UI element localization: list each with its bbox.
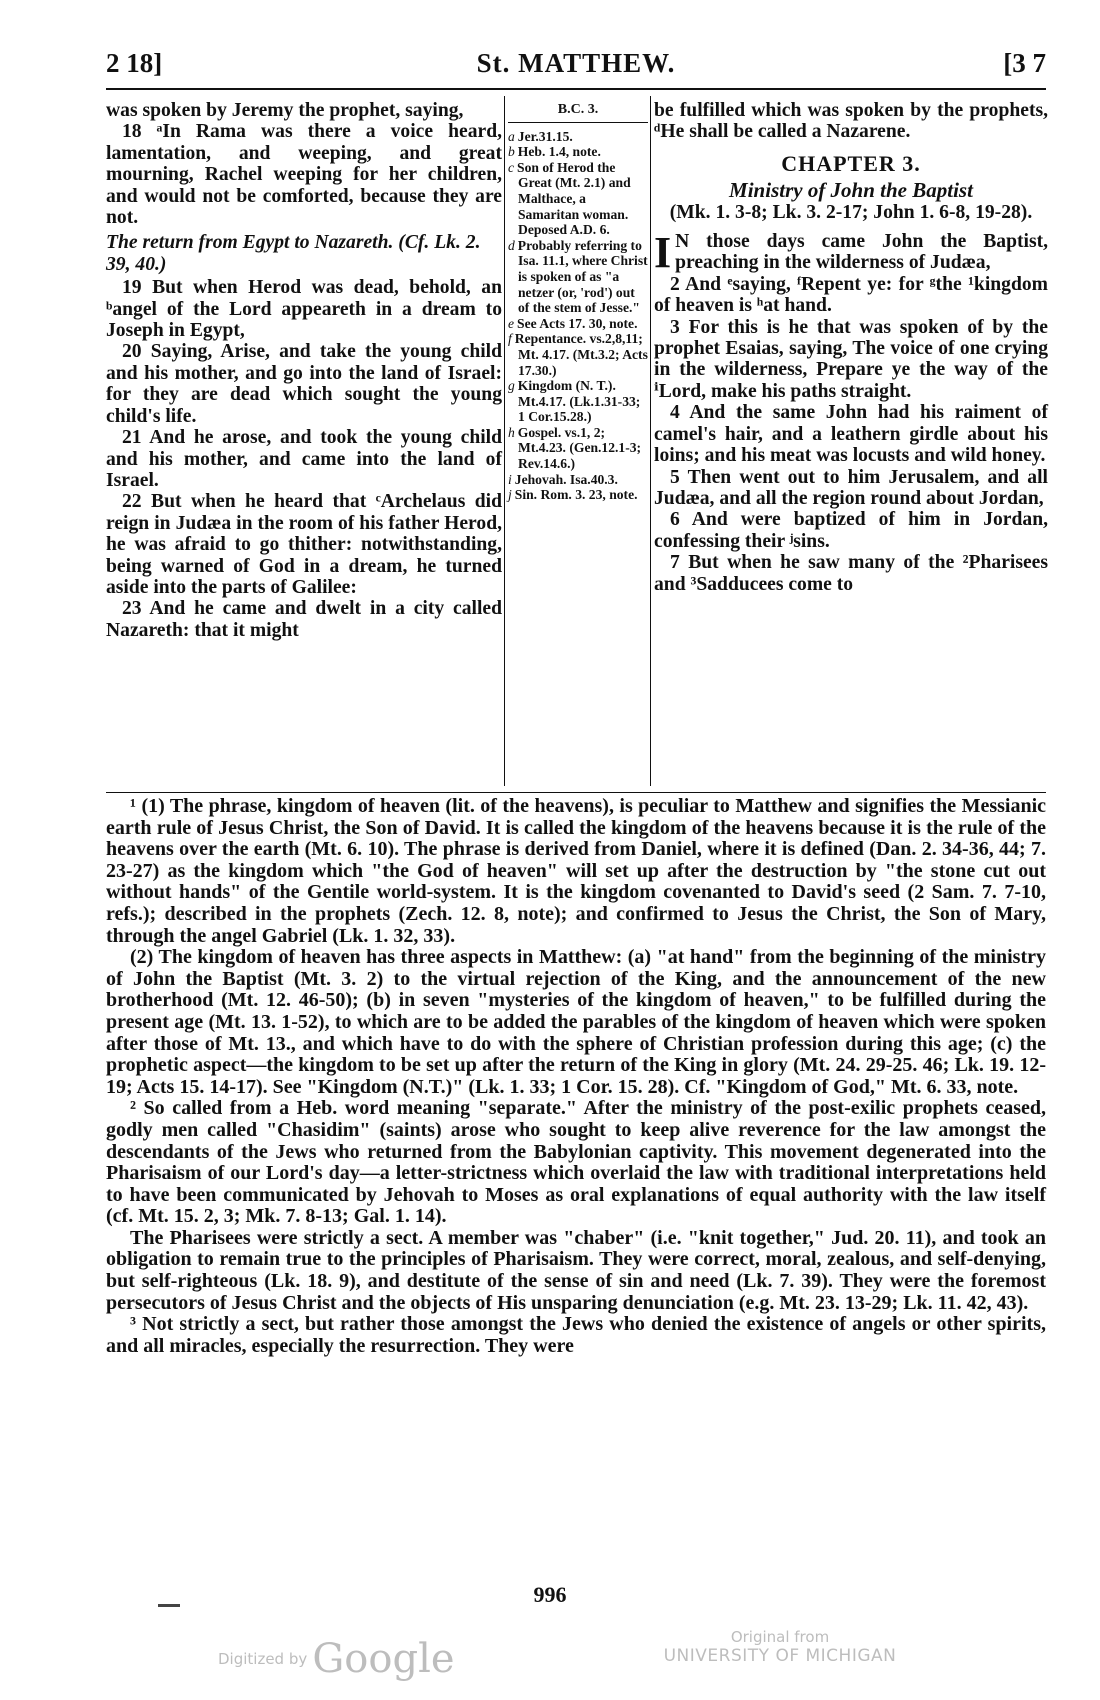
verse-6: 6 And were baptized of him in Jordan, confessing their ʲsins. [654, 509, 1048, 552]
chapter-title: CHAPTER 3. [781, 150, 921, 176]
reference-item: e See Acts 17. 30, note. [508, 315, 638, 331]
verse-20: 20 Saying, Arise, and take the young child and his mother, and go into the land of Israel: for they are dead which sought the young child's life. [106, 341, 502, 427]
footnote-2: ² So called from a Heb. word meaning "separate." After the ministry of the post-exilic prophets ceased, godly men called "Chasidim" (saints) arose who sought to keep alive reverence for the law amongst the descendants of the Jews who returned from the Babylonian captivity. This movement degenerated into the Pharisaism of our Lord's day—a letter-strictness which overlaid the law with traditional interpretations held to have been communicated by Jehovah to Moses as oral explanations of equal authority with the law itself (cf. Mt. 15. 2, 3; Mk. 7. 8-13; Gal. 1. 14). [106, 1097, 1046, 1228]
reference-item: d Probably referring to Isa. 11.1, where Christ is spoken of as "a netzer (or, 'rod') out of the stem of Jesse." [508, 237, 648, 316]
reference-item: j Sin. Rom. 3. 23, note. [508, 487, 638, 503]
print-mark [158, 1604, 180, 1607]
verse-text: was spoken by Jeremy the prophet, saying, [106, 100, 464, 121]
reference-item: i Jehovah. Isa.40.3. [508, 471, 618, 487]
verse-18: 18 ᵃIn Rama was there a voice heard, lamentation, and weeping, and great mourning, Rachel weeping for her children, and would not be comforted, because they are not. [106, 121, 502, 229]
digitized-by-label: Digitized by [218, 1650, 308, 1668]
column-divider [650, 96, 651, 786]
era-label: B.C. 3. [508, 102, 648, 123]
reference-item: b Heb. 1.4, note. [508, 144, 601, 160]
chapter-parallels: (Mk. 1. 3-8; Lk. 3. 2-17; John 1. 6-8, 19-28). [669, 201, 1033, 223]
reference-item: a Jer.31.15. [508, 128, 573, 144]
original-from-label: Original from [730, 1628, 830, 1646]
reference-item: g Kingdom (N. T.). Mt.4.17. (Lk.1.31-33; 1 Cor.15.28.) [508, 378, 641, 425]
drop-cap: I [654, 228, 672, 278]
verse-text: be fulfilled which was spoken by the prophets, ᵈHe shall be called a Nazarene. [654, 100, 1048, 143]
verse-22: 22 But when he heard that ᶜArchelaus did reign in Judæa in the room of his father Herod, he was afraid to go thither: notwithstanding, being warned of God in a dream, he turned aside into the parts of Galilee: [106, 491, 502, 598]
header-rule [106, 88, 1046, 90]
left-column [106, 100, 502, 641]
verse-2: 2 And ᵉsaying, ᶠRepent ye: for ᵍthe ¹kingdom of heaven is ʰat hand. [654, 273, 1048, 317]
institution-label: UNIVERSITY OF MICHIGAN [663, 1646, 897, 1666]
page-number: 996 [533, 1582, 567, 1607]
running-header [106, 48, 1046, 88]
footnote-1-part-2: (2) The kingdom of heaven has three aspects in Matthew: (a) "at hand" from the beginning of the ministry of John the Baptist (Mt. 3. 2) to the virtual rejection of the King, and the announcement of the new brotherhood (Mt. 12. 46-50); (b) in seven "mysteries of the kingdom of heaven," to be fulfilled during the present age (Mt. 13. 1-52), to which are to be added the parables of the kingdom of heaven which were spoken after those of Mt. 13., and which have to do with the sphere of Christian profession during this age; (c) the prophetic aspect—the kingdom to be set up after the return of the King in glory (Mt. 24. 29-25. 46; Lk. 19. 12-19; Acts 15. 14-17). See "Kingdom (N.T.)" (Lk. 1. 33; 1 Cor. 15. 28). Cf. "Kingdom of God," Mt. 6. 33, note. [106, 946, 1046, 1098]
footnote-1: ¹ (1) The phrase, kingdom of heaven (lit. of the heavens), is peculiar to Matthew and signifies the Messianic earth rule of Jesus Christ, the Son of David. It is called the kingdom of the heavens because it is the rule of the heavens over the earth (Mt. 6. 10). The phrase is derived from Daniel, where it is defined (Dan. 2. 34-36, 44; 7. 23-27) as the kingdom which "the God of heaven" will set up after the destruction by "the stone cut out without hands" of the Gentile world-system. It is the kingdom covenanted to David's seed (2 Sam. 7. 7-10, refs.); described in the prophets (Zech. 12. 8, note); and confirmed to Jesus the Christ, the Son of Mary, through the angel Gabriel (Lk. 1. 32, 33). [106, 795, 1046, 947]
reference-column [508, 100, 648, 503]
verse-7: 7 But when he saw many of the ²Pharisees and ³Sadducees come to [654, 552, 1048, 595]
right-column [654, 100, 1048, 595]
header-left-ref: 2 18] [106, 48, 163, 78]
column-divider [504, 96, 505, 786]
verse-19: 19 But when Herod was dead, behold, an ᵇangel of the Lord appeareth in a dream to Joseph in Egypt, [106, 277, 502, 342]
footnote-rule [106, 792, 1046, 793]
verse-5: 5 Then went out to him Jerusalem, and all Judæa, and all the region round about Jordan, [654, 466, 1048, 509]
reference-item: c Son of Herod the Great (Mt. 2.1) and Malthace, a Samaritan woman. Deposed A.D. 6. [508, 159, 631, 238]
reference-item: f Repentance. vs.2,8,11; Mt. 4.17. (Mt.3.2; Acts 17.30.) [508, 331, 648, 378]
verse-3: 3 For this is he that was spoken of by the prophet Esaias, saying, The voice of one crying in the wilderness, Prepare ye the way of the ⁱLord, make his paths straight. [654, 316, 1048, 402]
verse-21: 21 And he arose, and took the young child and his mother, and came into the land of Israel. [106, 427, 502, 491]
chapter-subheading: Ministry of John the Baptist [729, 178, 973, 203]
original-source-watermark [660, 1628, 900, 1666]
verse-23: 23 And he came and dwelt in a city called Nazareth: that it might [106, 598, 502, 641]
footnote-2-part-2: The Pharisees were strictly a sect. A member was "chaber" (i.e. "knit together," Jud. 20. 11), and took an obligation to remain true to the principles of Pharisaism. They were correct, moral, zealous, and self-denying, but self-righteous (Lk. 18. 9), and destitute of the sense of sin and need (Lk. 7. 39). They were the foremost persecutors of Jesus Christ and the objects of His unsparing denunciation (e.g. Mt. 23. 13-29; Lk. 11. 42, 43). [106, 1226, 1046, 1314]
section-heading: The return from Egypt to Nazareth. (Cf. Lk. 2. 39, 40.) [106, 232, 481, 275]
header-right-ref: [3 7 [1003, 48, 1046, 78]
reference-item: h Gospel. vs.1, 2; Mt.4.23. (Gen.12.1-3; Rev.14.6.) [508, 424, 642, 472]
google-logo: Google [312, 1636, 455, 1682]
footnote-3: ³ Not strictly a sect, but rather those amongst the Jews who denied the existence of angels or other spirits, and all miracles, especially the resurrection. They were [106, 1313, 1046, 1357]
verse-1: I N those days came John the Baptist, preaching in the wilderness of Judæa, [654, 228, 1048, 278]
footnotes [106, 796, 1046, 1357]
verse-4: 4 And the same John had his raiment of camel's hair, and a leathern girdle about his loins; and his meat was locusts and wild honey. [654, 402, 1048, 467]
digitized-watermark [218, 1636, 455, 1682]
header-title: St. MATTHEW. [476, 48, 676, 78]
